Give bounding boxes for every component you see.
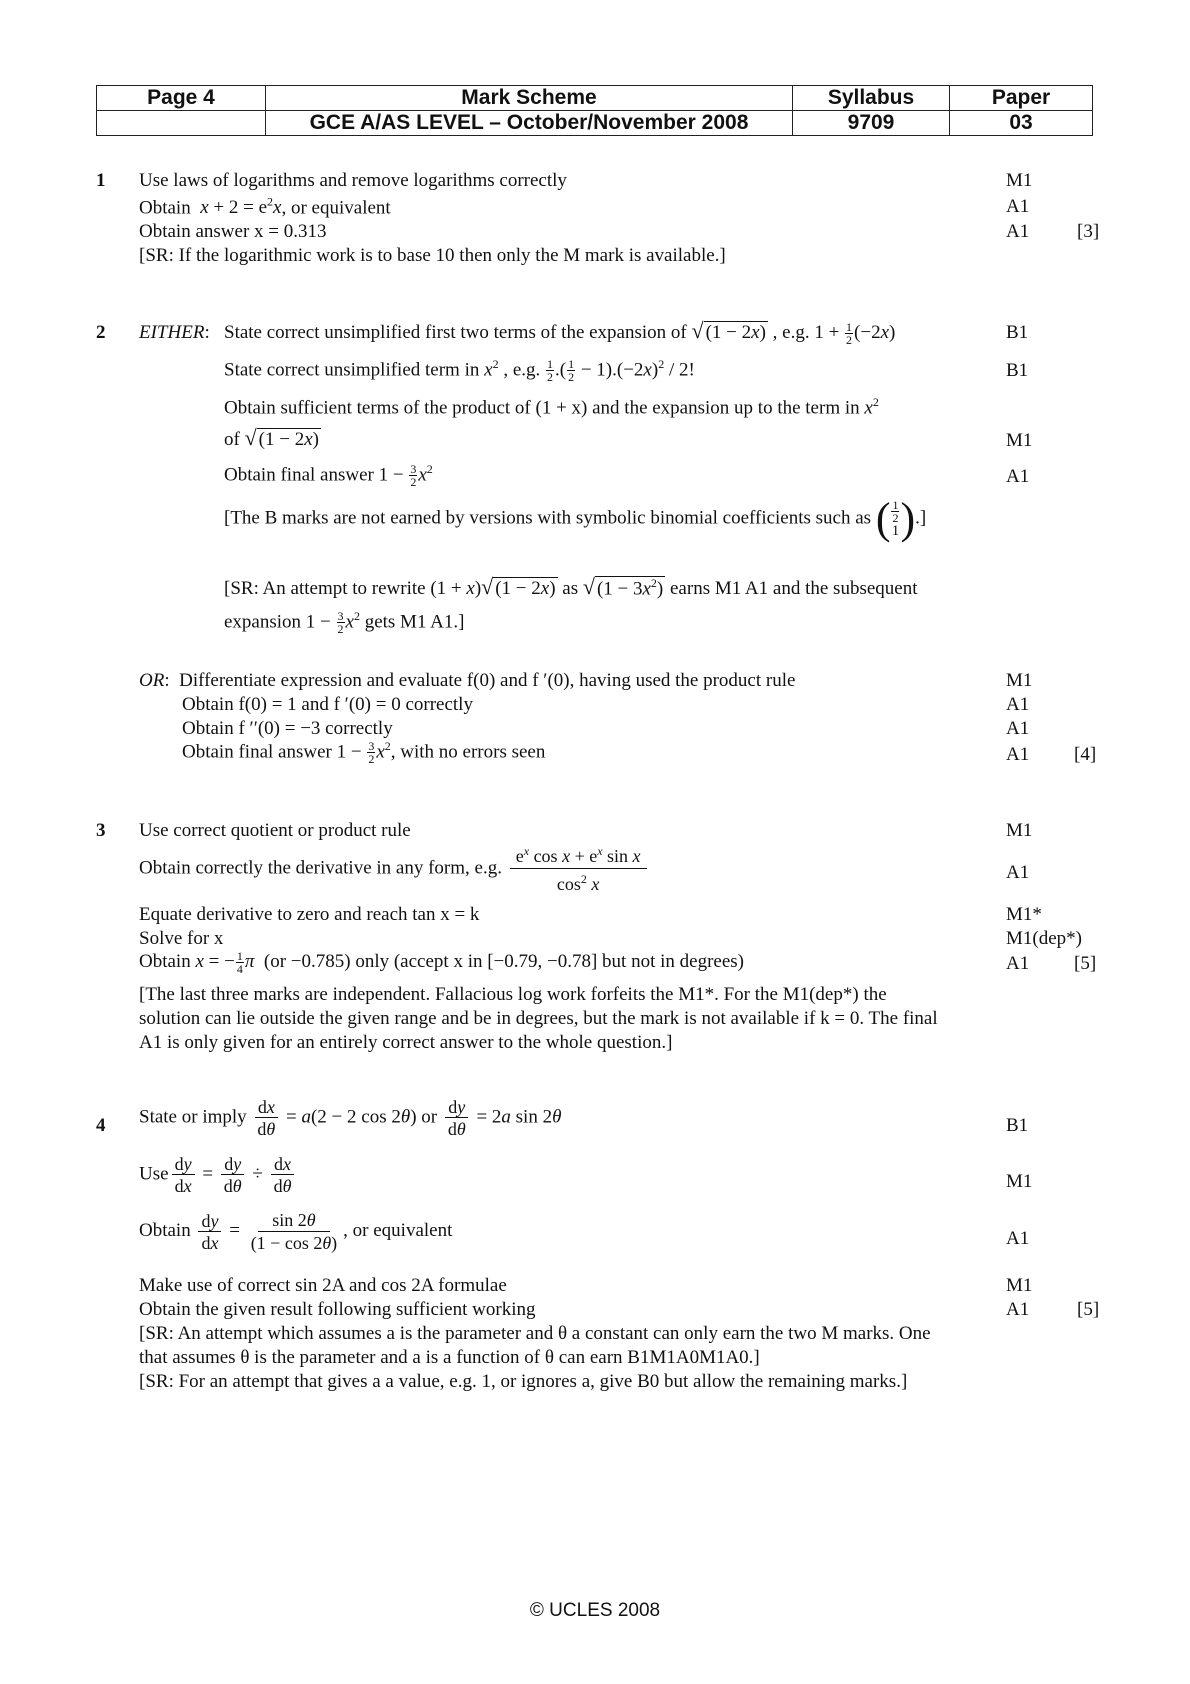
q2-either-line2-mark: B1 <box>1006 360 1029 381</box>
q1-line3-mark: A1 <box>1006 221 1030 242</box>
header-empty-cell <box>97 111 266 136</box>
q3-line2-text: Obtain correctly the derivative in any form, e.g. <box>139 857 502 879</box>
q2-either-line3b-text: of <box>224 429 240 450</box>
q2-either-line3b: of √ (1 − 2x) <box>224 425 319 450</box>
q2-or-line4-text: Obtain final answer <box>182 741 332 763</box>
q2-note-sr2-text: expansion <box>224 611 302 633</box>
header-syllabus-code: 9709 <box>793 111 950 136</box>
header-syllabus-label: Syllabus <box>793 86 950 111</box>
q4-line3-mark: A1 <box>1006 1228 1030 1249</box>
q3-line3-mark: M1* <box>1006 904 1042 925</box>
q3-line2-mark: A1 <box>1006 862 1030 883</box>
q4-line2: Use $\frac{dy}{dx}$ = $\frac{dy}{d\theta}$ ÷ $\frac{dx}{d\theta}$ <box>139 1155 297 1195</box>
q3-line1-mark: M1 <box>1006 820 1033 841</box>
q4-line1-or: or <box>421 1106 438 1128</box>
q2-either-line4-mark: A1 <box>1006 466 1030 487</box>
q2-either-line4: Obtain final answer 1 − $\frac{3}{2}$ $x^2$ <box>224 462 433 490</box>
q2-or-line1-mark: M1 <box>1006 670 1033 691</box>
q3-note1: [The last three marks are independent. Fallacious log work forfeits the M1*. For the M1(dep*) the <box>139 984 887 1005</box>
q2-note-sr2-end: gets M1 A1.] <box>364 611 465 633</box>
q3-line4-mark: M1(dep*) <box>1006 928 1082 949</box>
q3-line4: Solve for x <box>139 928 224 949</box>
q1-line1: Use laws of logarithms and remove logarithms correctly <box>139 170 567 191</box>
q2-or-line1: OR: Differentiate expression and evaluate f(0) and f ′(0), having used the product rule <box>139 670 796 691</box>
q2-either-line2-text: State correct unsimplified term in <box>224 359 480 381</box>
q3-note2: solution can lie outside the given range and be in degrees, but the mark is not available if k = 0. The final <box>139 1008 938 1029</box>
q4-line3: Obtain $\frac{dy}{dx}$ = $\frac{\sin 2\theta}{(1 - \cos 2\theta)}$ , or equivalent <box>139 1210 453 1253</box>
q3-line1: Use correct quotient or product rule <box>139 820 411 841</box>
q4-line1-text: State or imply <box>139 1106 247 1128</box>
q2-either-line1: State correct unsimplified first two terms of the expansion of √ (1 − 2x) , e.g. 1 + $\frac{1}{2}$ (−2x) <box>224 318 896 348</box>
q4-note2: that assumes θ is the parameter and a is a function of θ can earn B1M1A0M1A0.] <box>139 1347 760 1368</box>
q2-either-line3-text: Obtain sufficient terms of the product of (1 + x) and the expansion up to the term in <box>224 397 860 419</box>
q3-line5-mark: A1 <box>1006 953 1030 974</box>
header-table <box>96 85 1093 136</box>
q1-line2-prefix: Obtain <box>139 197 191 219</box>
q2-either-line3: Obtain sufficient terms of the product of (1 + x) and the expansion up to the term in $x^2$ <box>224 395 879 419</box>
q1-line3: Obtain answer x = 0.313 <box>139 221 327 242</box>
q4-line5-mark: A1 <box>1006 1299 1030 1320</box>
q1-number: 1 <box>96 170 106 191</box>
q2-or-line4-mark: A1 <box>1006 744 1030 765</box>
q2-or-line4-end: , with no errors seen <box>390 741 546 763</box>
q2-or-line1-text: Differentiate expression and evaluate f(0) and f ′(0), having used the product rule <box>179 670 796 691</box>
q2-or-line3: Obtain f ′′(0) = −3 correctly <box>182 718 393 739</box>
q1-line2-math: $x + 2 = e^2x$ <box>200 195 282 219</box>
q1-line1-mark: M1 <box>1006 170 1033 191</box>
q1-total: [3] <box>1077 221 1100 242</box>
q4-line2-text: Use <box>139 1163 169 1185</box>
q2-or-line3-mark: A1 <box>1006 718 1030 739</box>
q4-note1: [SR: An attempt which assumes a is the parameter and θ a constant can only earn the two M marks. One <box>139 1323 931 1344</box>
q2-number: 2 <box>96 322 106 343</box>
q2-either-line1-mark: B1 <box>1006 322 1029 343</box>
header-exam: GCE A/AS LEVEL – October/November 2008 <box>266 111 793 136</box>
q3-line3: Equate derivative to zero and reach tan x = k <box>139 904 480 925</box>
q3-line5-prefix: Obtain <box>139 950 191 972</box>
header-page: Page 4 <box>97 86 266 111</box>
q4-total: [5] <box>1077 1299 1100 1320</box>
q4-note3: [SR: For an attempt that gives a a value, e.g. 1, or ignores a, give B0 but allow the remaining marks.] <box>139 1371 908 1392</box>
q2-note-sr1-mid: as <box>562 578 579 599</box>
q2-either-line3-mark: M1 <box>1006 430 1033 451</box>
q2-either-line1-text: State correct unsimplified first two terms of the expansion of <box>224 322 687 343</box>
q2-either-line4-text: Obtain final answer <box>224 464 374 486</box>
q2-note-b-text: [The B marks are not earned by versions with symbolic binomial coefficients such as <box>224 507 872 529</box>
q2-or-label: OR <box>139 670 165 691</box>
q2-note-sr1-end: earns M1 A1 and the subsequent <box>670 578 918 599</box>
q3-total: [5] <box>1074 953 1097 974</box>
q2-note-sr1: [SR: An attempt to rewrite (1 + x)√ (1 − 2x) as √ $(1 - 3x^2)$ earns M1 A1 and the subsequent <box>224 574 918 599</box>
q1-line2-suffix: , or equivalent <box>281 197 391 219</box>
q3-number: 3 <box>96 820 106 841</box>
q2-note-b: [The B marks are not earned by versions with symbolic binomial coefficients such as ( 1 2 1 ) .] <box>224 494 927 543</box>
q3-note3: A1 is only given for an entirely correct answer to the whole question.] <box>139 1032 673 1053</box>
header-paper-label: Paper <box>950 86 1093 111</box>
q4-line1-mark: B1 <box>1006 1115 1029 1136</box>
q2-or-line4: Obtain final answer 1 − $\frac{3}{2}$ $x^2$, with no errors seen <box>182 739 546 767</box>
q4-line4: Make use of correct sin 2A and cos 2A formulae <box>139 1275 507 1296</box>
q2-note-sr2: expansion 1 − $\frac{3}{2}$ $x^2$ gets M1 A1.] <box>224 609 465 637</box>
q2-or-line2-mark: A1 <box>1006 694 1030 715</box>
q2-note-sr1-text: [SR: An attempt to rewrite <box>224 578 426 599</box>
q4-line5: Obtain the given result following sufficient working <box>139 1299 536 1320</box>
q1-line2-mark: A1 <box>1006 196 1030 217</box>
q3-line5: Obtain x = − $\frac{1}{4}$ π (or −0.785) only (accept x in [−0.79, −0.78] but not in degrees) <box>139 949 744 976</box>
q3-line2: Obtain correctly the derivative in any form, e.g. $\frac{e^x \cos x + e^x \sin x}{\cos^2 x}$ <box>139 845 650 893</box>
header-paper-code: 03 <box>950 111 1093 136</box>
footer-copyright: © UCLES 2008 <box>529 1600 661 1621</box>
q1-note: [SR: If the logarithmic work is to base 10 then only the M mark is available.] <box>139 245 726 266</box>
q2-total: [4] <box>1074 744 1097 765</box>
q2-either-line2: State correct unsimplified term in $x^2$ , e.g. $\frac{1}{2}$ .( $\frac{1}{2}$ − $1).(-2x)^2 / 2$! <box>224 357 695 385</box>
q2-either-label: EITHER <box>139 322 205 343</box>
q2-either: EITHER: <box>139 322 210 343</box>
header-title: Mark Scheme <box>266 86 793 111</box>
q1-line2 <box>139 196 391 219</box>
q2-or-line2: Obtain f(0) = 1 and f ′(0) = 0 correctly <box>182 694 473 715</box>
q4-line3-text: Obtain <box>139 1219 191 1241</box>
q3-line5-suffix: (or −0.785) only (accept x in [−0.79, −0.78] but not in degrees) <box>263 950 744 972</box>
q4-line1: State or imply $\frac{dx}{d\theta}$ = a(2 − 2 cos 2θ) or $\frac{dy}{d\theta}$ = 2a sin 2θ <box>139 1097 562 1139</box>
q4-line3-end: , or equivalent <box>343 1219 453 1241</box>
q4-number: 4 <box>96 1115 106 1136</box>
q4-line4-mark: M1 <box>1006 1275 1033 1296</box>
q4-line2-mark: M1 <box>1006 1171 1033 1192</box>
